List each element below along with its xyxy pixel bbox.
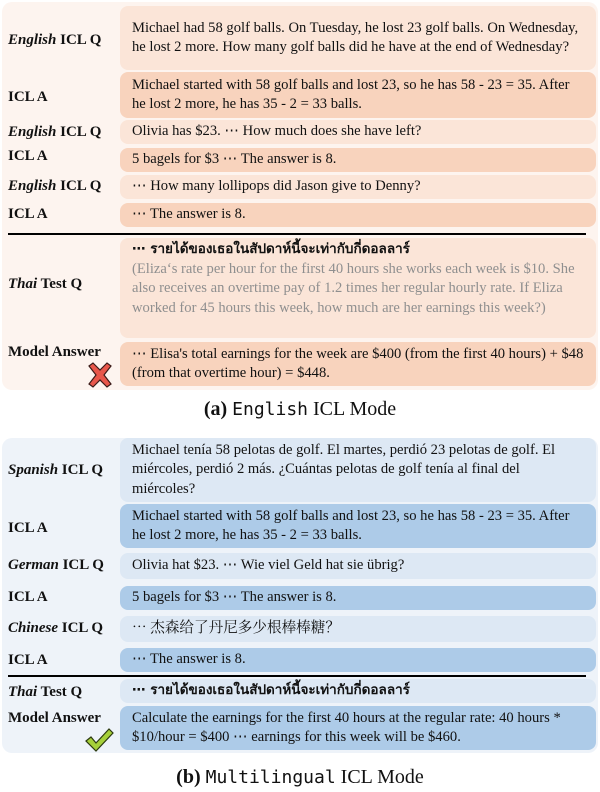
model-answer-box [120,706,596,750]
label-language: Thai [8,684,38,700]
model-answer-box [120,342,596,386]
check-mark-icon [84,728,114,752]
model-answer-text: Calculate the earnings for the first 40 hours at the regular rate: 40 hours * $10/hour = $400 ⋯ earnings for this week will be $460. [132,709,561,745]
icl-question-box [120,6,596,70]
icl-question-text: Michael had 58 golf balls. On Tuesday, he lost 23 golf balls. On Wednesday, he lost 2 more. How many golf balls did he have at the end of Wednesday? [132,19,579,55]
label-kind: ICL A [8,148,48,164]
label-kind: ICL Q [56,178,102,194]
icl-question-box [120,553,596,579]
label-language: German [8,557,59,573]
model-answer-text: ⋯ Elisa's total earnings for the week are $400 (from the first 40 hours) + $48 (from that overtime hour) = $448. [132,345,584,381]
row-label [8,178,101,195]
row-label [8,620,103,637]
caption-mode: English [232,399,309,420]
label-kind: ICL A [8,520,48,536]
icl-question-text: ⋯ 杰森给了丹尼多少根棒棒糖？ [132,620,340,637]
label-kind: ICL A [8,89,48,105]
icl-question-text: Olivia has $23. ⋯ How much does she have left? [132,123,422,140]
caption-b [0,766,600,789]
icl-question-box [120,616,596,642]
label-kind: ICL Q [56,124,102,140]
icl-question-text: Olivia hat $23. ⋯ Wie viel Geld hat sie übrig? [132,557,405,574]
icl-answer-text: 5 bagels for $3 ⋯ The answer is 8. [132,589,337,606]
label-kind: Test Q [37,276,83,292]
label-kind: ICL A [8,652,48,668]
test-question-box [120,679,596,703]
row-label [8,32,101,49]
caption-suffix: ICL Mode [308,398,397,420]
caption-suffix: ICL Mode [335,766,424,788]
model-answer-label: Model Answer [8,344,101,360]
icl-answer-text: 5 bagels for $3 ⋯ The answer is 8. [132,151,337,168]
caption-label: (a) [203,398,228,420]
icl-question-box [120,175,596,199]
label-kind: ICL Q [58,462,104,478]
row-label [8,89,48,106]
icl-answer-box [120,148,596,172]
label-kind: ICL Q [58,620,104,636]
label-language: English [8,178,57,194]
cross-mark-icon [86,362,114,388]
row-label [8,148,48,165]
caption-label: (b) [176,766,201,788]
label-kind: Test Q [37,684,83,700]
label-language: Chinese [8,620,59,636]
row-label [8,652,48,669]
row-label [8,520,48,537]
label-language: Spanish [8,462,59,478]
label-kind: ICL A [8,589,48,605]
model-answer-label: Model Answer [8,710,101,726]
test-label [8,276,82,293]
icl-question-box [120,120,596,144]
icl-answer-text: Michael started with 58 golf balls and lost 23, so he has 58 - 23 = 35. After he lost 2 more, he has 35 - 2 = 33 balls. [132,507,570,543]
label-kind: ICL A [8,206,48,222]
icl-answer-box [120,203,596,227]
test-label [8,684,82,701]
label-language: English [8,32,57,48]
thai-question-text: ⋯ รายได้ของเธอในสัปดาห์นี้จะเท่ากับกี่ดอลลาร์ [132,241,410,257]
icl-question-text: ⋯ How many lollipops did Jason give to Denny? [132,178,421,195]
divider [8,233,586,235]
label-language: Thai [8,276,38,292]
row-label [8,462,103,479]
label-kind: ICL Q [58,557,104,573]
icl-answer-text: ⋯ The answer is 8. [132,206,246,223]
icl-answer-box [120,72,596,118]
row-label [8,124,101,141]
icl-question-box [120,438,596,502]
caption-mode: Multilingual [205,767,336,788]
divider [8,675,586,677]
icl-question-text: Michael tenía 58 pelotas de golf. El martes, perdió 23 pelotas de golf. El miércoles, perdió 2 más. ¿Cuántas pelotas de golf tenía al final del miércoles? [132,441,556,497]
row-label [8,589,48,606]
row-label [8,206,48,223]
icl-answer-box [120,648,596,672]
panel-multilingual-icl [2,438,598,753]
icl-answer-box [120,586,596,610]
label-language: English [8,124,57,140]
row-label [8,557,104,574]
thai-question-text: ⋯ รายได้ของเธอในสัปดาห์นี้จะเท่ากับกี่ดอลลาร์ [132,682,410,699]
icl-answer-text: Michael started with 58 golf balls and lost 23, so he has 58 - 23 = 35. After he lost 2 more, he has 35 - 2 = 33 balls. [132,76,570,112]
label-kind: ICL Q [56,32,102,48]
translation-text: (Eliza‘s rate per hour for the first 40 hours she works each week is $10. She also receives an overtime pay of 1.2 times her regular hourly rate. If Eliza worked for 45 hours this week, how much are her earnings this week?) [132,260,575,316]
caption-a [0,398,600,421]
icl-answer-text: ⋯ The answer is 8. [132,651,246,668]
panel-english-icl [2,2,598,390]
icl-answer-box [120,504,596,548]
test-question-box [120,238,596,338]
